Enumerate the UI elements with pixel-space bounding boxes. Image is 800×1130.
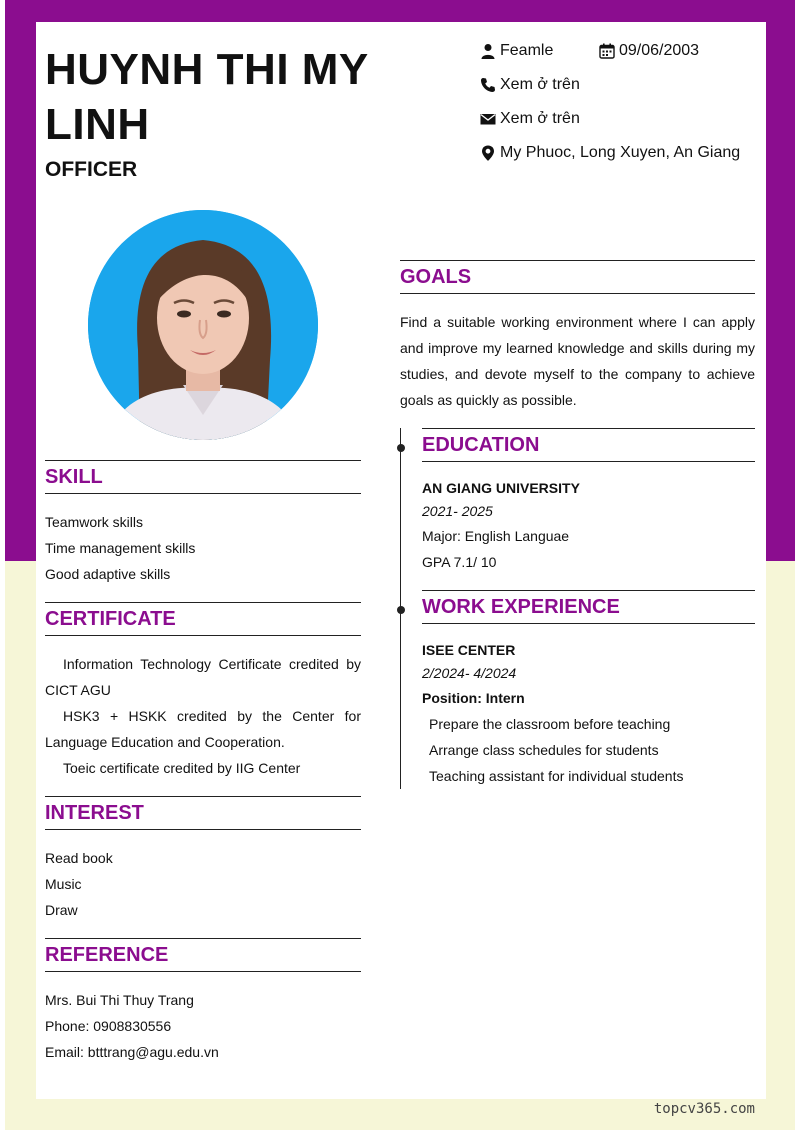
timeline-dot [397,606,405,614]
watermark: topcv365.com [653,1101,755,1117]
contact-address [480,144,740,162]
work-duty: Teaching assistant for individual students [429,768,684,784]
work-position: Position: Intern [422,690,525,706]
education-period: 2021- 2025 [422,503,493,519]
portrait-illustration [88,210,318,440]
address-value: My Phuoc, Long Xuyen, An Giang [500,144,741,161]
gender-value: Feamle [500,42,554,59]
birthday-value: 09/06/2003 [619,42,700,59]
location-pin-icon [480,144,496,162]
contact-email [480,110,580,128]
work-period: 2/2024- 4/2024 [422,665,517,681]
certificate-item: Toeic certificate credited by IIG Center [63,760,301,776]
candidate-name: HUYNH THI MY LINH [45,45,368,149]
certificate-item: Information Technology Certificate credited by CICT AGU [45,656,361,698]
skill-item: Time management skills [45,540,196,556]
phone-value: Xem ở trên [500,76,580,93]
interest-heading: INTEREST [45,796,361,830]
candidate-position: OFFICER [45,158,138,181]
education-school: AN GIANG UNIVERSITY [422,480,580,496]
contact-birthday [599,42,699,60]
education-major: Major: English Languae [422,528,570,544]
timeline-dot [397,444,405,452]
reference-email: Email: btttrang@agu.edu.vn [45,1044,219,1060]
certificate-item: HSK3 + HSKK credited by the Center for Language Education and Cooperation. [45,708,361,750]
profile-photo [88,210,318,440]
phone-icon [480,77,496,93]
interest-item: Read book [45,850,113,866]
calendar-icon [599,43,615,59]
work-heading: WORK EXPERIENCE [422,590,755,624]
reference-name: Mrs. Bui Thi Thuy Trang [45,992,194,1008]
reference-phone: Phone: 0908830556 [45,1018,172,1034]
person-icon [480,43,496,59]
cv-page [36,22,766,1099]
education-gpa: GPA 7.1/ 10 [422,554,497,570]
envelope-icon [480,111,496,127]
goals-text: Find a suitable working environment where I can apply and improve my learned knowledge and skills during my studies, and devote myself to the company to achieve goals as quickly as possible. [400,314,755,408]
goals-heading: GOALS [400,260,755,294]
work-duty: Arrange class schedules for students [429,742,659,758]
interest-item: Music [45,876,82,892]
work-company: ISEE CENTER [422,642,516,658]
certificate-heading: CERTIFICATE [45,602,361,636]
interest-item: Draw [45,902,78,918]
reference-heading: REFERENCE [45,938,361,972]
work-duty: Prepare the classroom before teaching [429,716,671,732]
skill-item: Teamwork skills [45,514,144,530]
contact-phone [480,76,580,94]
skill-heading: SKILL [45,460,361,494]
education-heading: EDUCATION [422,428,755,462]
skill-item: Good adaptive skills [45,566,171,582]
email-value: Xem ở trên [500,110,580,127]
contact-gender [480,42,553,60]
